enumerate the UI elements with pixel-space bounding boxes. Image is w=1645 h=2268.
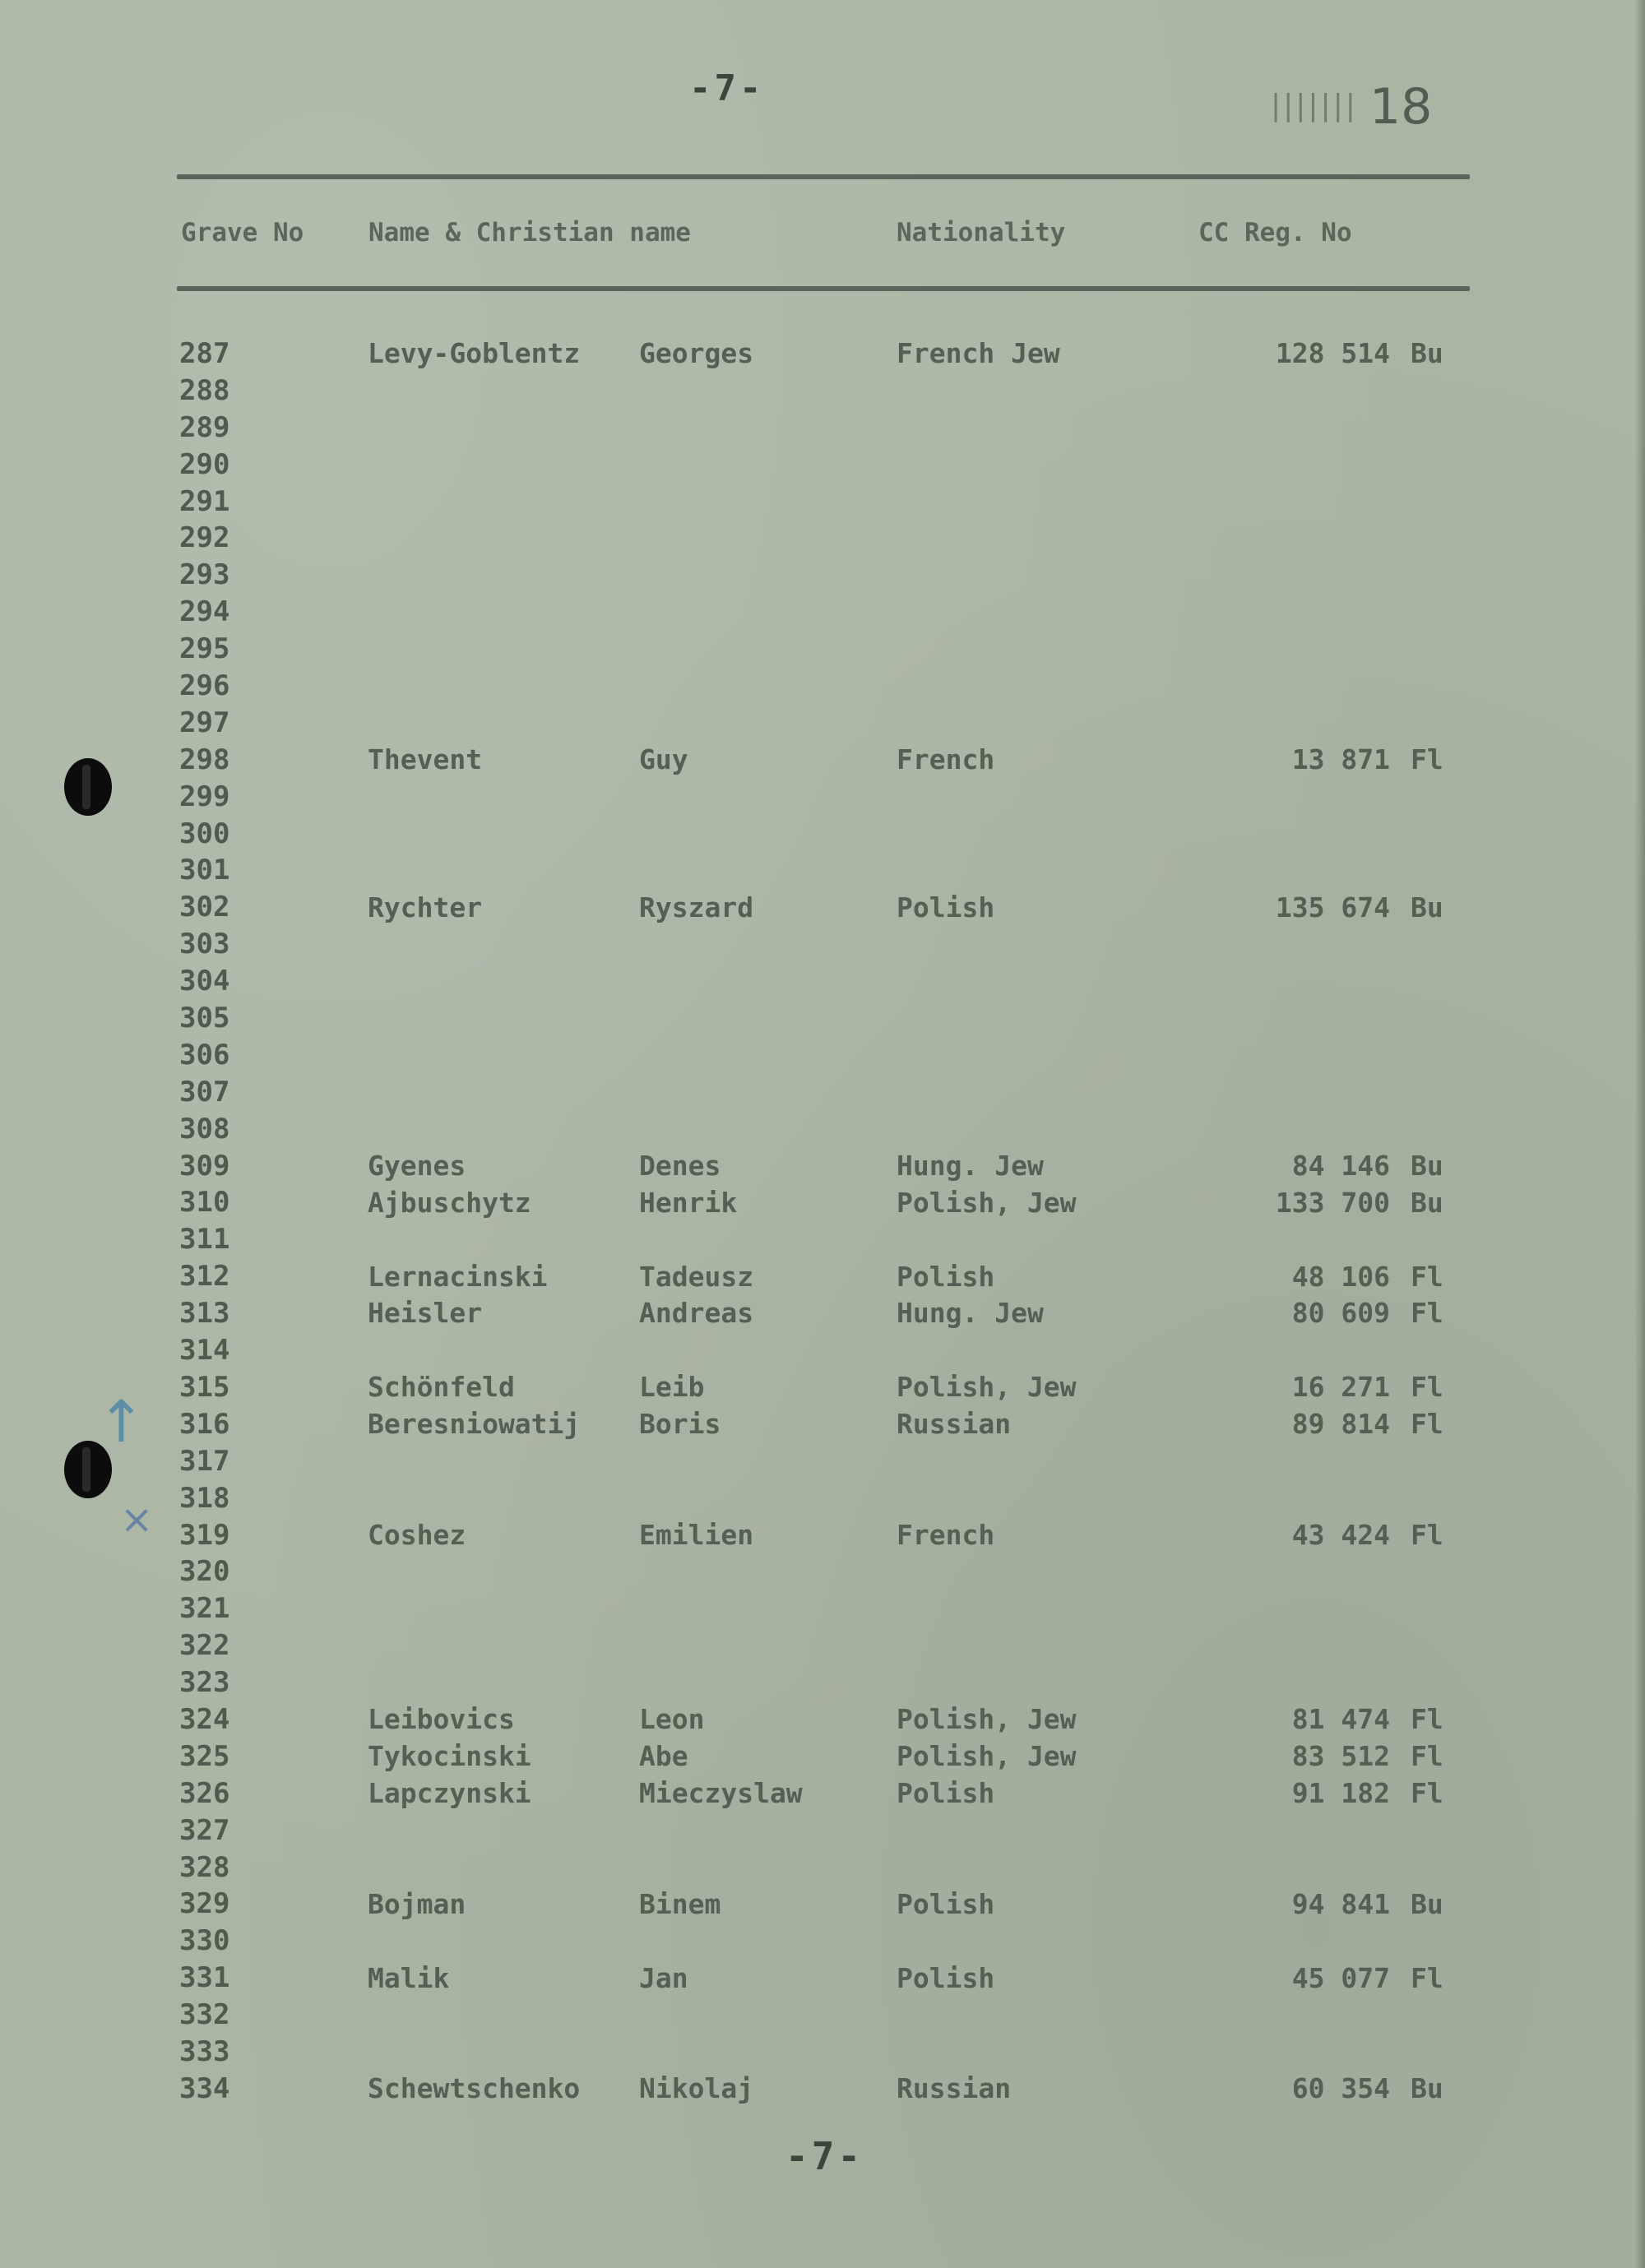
entry-nationality: Polish xyxy=(897,1961,995,1994)
entry-first-name: Andreas xyxy=(639,1297,754,1330)
grave-number: 306 xyxy=(179,1038,230,1072)
table-row xyxy=(0,1261,1645,1298)
grave-number: 327 xyxy=(179,1813,230,1847)
grave-number: 314 xyxy=(179,1334,230,1368)
grave-number: 292 xyxy=(179,521,230,555)
entry-reg-no: 84 146 xyxy=(1291,1149,1390,1182)
entry-reg-no: 45 077 xyxy=(1291,1961,1390,1994)
entry-surname: Rychter xyxy=(368,891,483,923)
grave-number: 330 xyxy=(179,1924,230,1958)
punch-hole-icon xyxy=(64,758,112,816)
stamp-number: 18 xyxy=(1369,78,1433,136)
entry-surname: Heisler xyxy=(368,1297,483,1330)
grave-number: 331 xyxy=(179,1961,230,1995)
header-cc-reg-no: CC Reg. No xyxy=(1198,218,1352,248)
entry-nationality: French xyxy=(897,743,995,775)
top-rule xyxy=(177,174,1470,179)
grave-number: 315 xyxy=(179,1370,230,1404)
entry-nationality: Polish xyxy=(897,1260,995,1293)
grave-number: 302 xyxy=(179,891,230,924)
entry-reg-no: 133 700 xyxy=(1275,1186,1390,1219)
grave-number: 304 xyxy=(179,965,230,998)
table-row xyxy=(0,1187,1645,1224)
header-grave-no: Grave No xyxy=(181,218,304,248)
grave-number: 305 xyxy=(179,1002,230,1035)
entry-surname: Coshez xyxy=(368,1518,466,1551)
grave-number: 293 xyxy=(179,558,230,592)
entry-camp-code: Fl xyxy=(1411,1260,1443,1293)
entry-camp-code: Fl xyxy=(1411,1371,1443,1404)
grave-number: 334 xyxy=(179,2071,230,2105)
entry-surname: Schönfeld xyxy=(368,1371,515,1404)
entry-reg-no: 13 871 xyxy=(1291,743,1390,775)
entry-nationality: Hung. Jew xyxy=(897,1297,1044,1330)
entry-reg-no: 80 609 xyxy=(1291,1297,1390,1330)
grave-number: 290 xyxy=(179,447,230,481)
entry-camp-code: Fl xyxy=(1411,743,1443,775)
entry-nationality: French xyxy=(897,1518,995,1551)
grave-number: 329 xyxy=(179,1887,230,1921)
grave-number: 311 xyxy=(179,1223,230,1257)
entry-nationality: Polish, Jew xyxy=(897,1371,1077,1404)
grave-number: 296 xyxy=(179,669,230,703)
entry-camp-code: Bu xyxy=(1411,337,1443,369)
entry-reg-no: 16 271 xyxy=(1291,1371,1390,1404)
header-name: Name & Christian name xyxy=(368,218,691,248)
table-row xyxy=(0,2072,1645,2110)
grave-number: 288 xyxy=(179,373,230,407)
grave-number: 333 xyxy=(179,2034,230,2068)
grave-number: 298 xyxy=(179,743,230,776)
entry-first-name: Abe xyxy=(639,1740,688,1773)
entry-nationality: Russian xyxy=(897,2072,1012,2105)
archive-stamp xyxy=(1271,78,1432,136)
entry-camp-code: Fl xyxy=(1411,1740,1443,1773)
handwritten-cross-icon: × xyxy=(120,1497,154,1543)
entry-reg-no: 128 514 xyxy=(1275,337,1390,369)
grave-number: 316 xyxy=(179,1407,230,1441)
grave-number: 291 xyxy=(179,484,230,518)
entry-reg-no: 135 674 xyxy=(1275,891,1390,923)
grave-number: 287 xyxy=(179,337,230,370)
entry-camp-code: Bu xyxy=(1411,1887,1443,1920)
entry-surname: Malik xyxy=(368,1961,450,1994)
entry-surname: Beresniowatij xyxy=(368,1408,581,1441)
entry-nationality: Polish xyxy=(897,1777,995,1810)
entry-camp-code: Fl xyxy=(1411,1518,1443,1551)
table-row xyxy=(0,1888,1645,1926)
entry-camp-code: Bu xyxy=(1411,891,1443,923)
entry-surname: Bojman xyxy=(368,1887,466,1920)
grave-number: 310 xyxy=(179,1186,230,1220)
entry-surname: Thevent xyxy=(368,743,483,775)
grave-number: 318 xyxy=(179,1481,230,1515)
entry-nationality: French Jew xyxy=(897,337,1060,369)
entry-nationality: Polish, Jew xyxy=(897,1740,1077,1773)
grave-number: 324 xyxy=(179,1702,230,1736)
grave-number: 325 xyxy=(179,1739,230,1773)
entry-first-name: Denes xyxy=(639,1149,721,1182)
table-row xyxy=(0,1703,1645,1741)
table-row xyxy=(0,743,1645,781)
grave-number: 299 xyxy=(179,780,230,813)
entry-camp-code: Fl xyxy=(1411,1297,1443,1330)
grave-number: 312 xyxy=(179,1260,230,1294)
entry-reg-no: 48 106 xyxy=(1291,1260,1390,1293)
entry-first-name: Henrik xyxy=(639,1186,738,1219)
entry-first-name: Guy xyxy=(639,743,688,775)
entry-surname: Lapczynski xyxy=(368,1777,531,1810)
header-rule xyxy=(177,286,1470,291)
entry-surname: Levy-Goblentz xyxy=(368,337,581,369)
entry-nationality: Polish, Jew xyxy=(897,1703,1077,1736)
entry-reg-no: 83 512 xyxy=(1291,1740,1390,1773)
table-row xyxy=(0,1408,1645,1446)
table-row xyxy=(0,1962,1645,2000)
grave-number: 308 xyxy=(179,1112,230,1146)
entry-first-name: Mieczyslaw xyxy=(639,1777,803,1810)
table-row xyxy=(0,1777,1645,1815)
entry-camp-code: Fl xyxy=(1411,1703,1443,1736)
header-nationality: Nationality xyxy=(897,218,1066,248)
entry-first-name: Boris xyxy=(639,1408,721,1441)
entry-surname: Lernacinski xyxy=(368,1260,548,1293)
entry-first-name: Ryszard xyxy=(639,891,754,923)
page-edge xyxy=(1635,0,1645,2268)
grave-number: 326 xyxy=(179,1776,230,1810)
entry-nationality: Polish, Jew xyxy=(897,1186,1077,1219)
entry-surname: Leibovics xyxy=(368,1703,515,1736)
grave-number: 332 xyxy=(179,1998,230,2032)
grave-number: 289 xyxy=(179,410,230,444)
grave-number: 320 xyxy=(179,1555,230,1589)
table-header xyxy=(0,218,1645,259)
entry-first-name: Leib xyxy=(639,1371,705,1404)
bottom-page-number: -7- xyxy=(785,2134,864,2178)
grave-number: 300 xyxy=(179,817,230,850)
grave-number: 317 xyxy=(179,1444,230,1478)
grave-number: 309 xyxy=(179,1149,230,1183)
stamp-barcode-icon: ||||||| xyxy=(1271,89,1358,123)
entry-camp-code: Bu xyxy=(1411,2072,1443,2105)
entry-reg-no: 43 424 xyxy=(1291,1518,1390,1551)
grave-number: 301 xyxy=(179,854,230,887)
entry-first-name: Binem xyxy=(639,1887,721,1920)
entry-camp-code: Bu xyxy=(1411,1149,1443,1182)
entry-reg-no: 94 841 xyxy=(1291,1887,1390,1920)
entry-first-name: Emilien xyxy=(639,1518,754,1551)
entry-first-name: Leon xyxy=(639,1703,705,1736)
entry-nationality: Polish xyxy=(897,891,995,923)
entry-camp-code: Fl xyxy=(1411,1408,1443,1441)
entry-nationality: Polish xyxy=(897,1887,995,1920)
entry-surname: Schewtschenko xyxy=(368,2072,581,2105)
grave-number: 307 xyxy=(179,1075,230,1109)
entry-camp-code: Fl xyxy=(1411,1961,1443,1994)
table-row xyxy=(0,1519,1645,1557)
entry-reg-no: 91 182 xyxy=(1291,1777,1390,1810)
grave-number: 297 xyxy=(179,706,230,739)
entry-camp-code: Bu xyxy=(1411,1186,1443,1219)
table-row xyxy=(0,1297,1645,1335)
entry-reg-no: 89 814 xyxy=(1291,1408,1390,1441)
grave-number: 328 xyxy=(179,1850,230,1884)
entry-first-name: Nikolaj xyxy=(639,2072,754,2105)
grave-number: 303 xyxy=(179,928,230,961)
grave-number: 319 xyxy=(179,1518,230,1552)
grave-number: 322 xyxy=(179,1629,230,1663)
handwritten-arrow-icon: ↑ xyxy=(97,1388,146,1456)
entry-reg-no: 60 354 xyxy=(1291,2072,1390,2105)
entry-camp-code: Fl xyxy=(1411,1777,1443,1810)
table-row xyxy=(0,1740,1645,1778)
entry-surname: Tykocinski xyxy=(368,1740,531,1773)
entry-nationality: Hung. Jew xyxy=(897,1149,1044,1182)
table-row xyxy=(0,891,1645,929)
grave-number: 313 xyxy=(179,1297,230,1331)
grave-number: 294 xyxy=(179,595,230,629)
entry-surname: Ajbuschytz xyxy=(368,1186,531,1219)
table-row xyxy=(0,1150,1645,1187)
entry-reg-no: 81 474 xyxy=(1291,1703,1390,1736)
top-page-number: -7- xyxy=(689,67,765,109)
entry-nationality: Russian xyxy=(897,1408,1012,1441)
table-row xyxy=(0,1371,1645,1409)
entry-first-name: Tadeusz xyxy=(639,1260,754,1293)
entry-surname: Gyenes xyxy=(368,1149,466,1182)
table-row xyxy=(0,337,1645,375)
grave-number: 323 xyxy=(179,1666,230,1700)
grave-number: 295 xyxy=(179,632,230,666)
entry-first-name: Jan xyxy=(639,1961,688,1994)
grave-number: 321 xyxy=(179,1592,230,1626)
entry-first-name: Georges xyxy=(639,337,754,369)
